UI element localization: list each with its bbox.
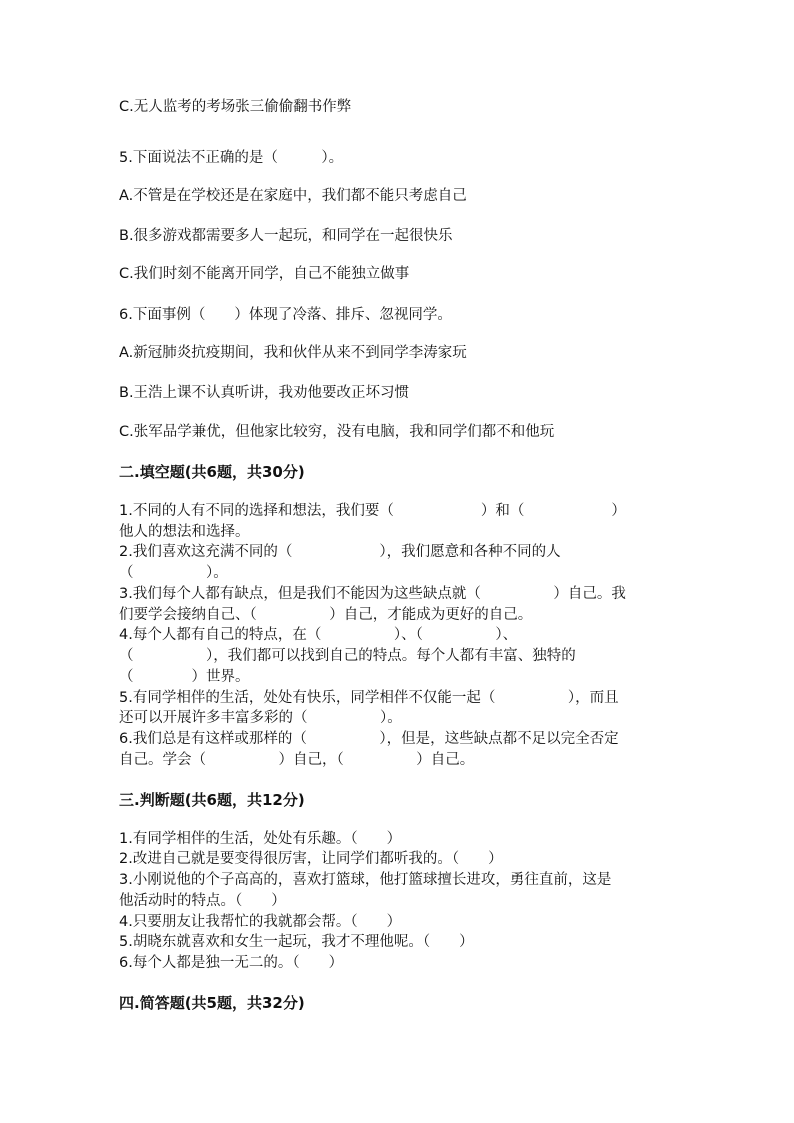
section-2-line: 他人的想法和选择。 bbox=[119, 524, 250, 540]
section-2-line: （ ）世界。 bbox=[119, 669, 250, 685]
q5-stem: 5.下面说法不正确的是（ ）。 bbox=[119, 150, 344, 166]
q5-option-c: C.我们时刻不能离开同学，自己不能独立做事 bbox=[119, 266, 410, 282]
section-2-line: （ ），我们都可以找到自己的特点。每个人都有丰富、独特的 bbox=[119, 648, 576, 664]
section-2-line: 自己。学会（ ）自己，（ ）自己。 bbox=[119, 752, 475, 768]
section-3-line: 他活动时的特点。（ ） bbox=[119, 893, 286, 909]
section-3-line: 1.有同学相伴的生活，处处有乐趣。（ ） bbox=[119, 831, 402, 847]
section-3-line: 3.小刚说他的个子高高的，喜欢打篮球，他打篮球擅长进攻，勇往直前，这是 bbox=[119, 872, 612, 888]
section-3-line: 6.每个人都是独一无二的。（ ） bbox=[119, 955, 344, 971]
section-2-line: 2.我们喜欢这充满不同的（ ），我们愿意和各种不同的人 bbox=[119, 544, 561, 560]
q6-option-b: B.王浩上课不认真听讲，我劝他要改正坏习惯 bbox=[119, 385, 410, 401]
section-3-heading: 三.判断题(共6题，共12分) bbox=[119, 791, 305, 809]
q6-stem: 6.下面事例（ ）体现了冷落、排斥、忽视同学。 bbox=[119, 307, 452, 323]
q5-option-b: B.很多游戏都需要多人一起玩，和同学在一起很快乐 bbox=[119, 228, 453, 244]
section-2-line: 5.有同学相伴的生活，处处有快乐，同学相伴不仅能一起（ ），而且 bbox=[119, 690, 619, 706]
q4-option-c: C.无人监考的考场张三偷偷翻书作弊 bbox=[119, 99, 352, 115]
section-3-line: 2.改进自己就是要变得很厉害，让同学们都听我的。（ ） bbox=[119, 851, 503, 867]
q6-option-c: C.张军品学兼优，但他家比较穷，没有电脑，我和同学们都不和他玩 bbox=[119, 424, 555, 440]
section-3-line: 4.只要朋友让我帮忙的我就都会帮。（ ） bbox=[119, 914, 402, 930]
section-2-line: （ ）。 bbox=[119, 565, 228, 581]
section-3-line: 5.胡晓东就喜欢和女生一起玩，我才不理他呢。（ ） bbox=[119, 934, 474, 950]
section-2-line: 还可以开展许多丰富多彩的（ ）。 bbox=[119, 710, 402, 726]
section-2-line: 3.我们每个人都有缺点，但是我们不能因为这些缺点就（ ）自己。我 bbox=[119, 586, 626, 602]
q6-option-a: A.新冠肺炎抗疫期间，我和伙伴从来不到同学李涛家玩 bbox=[119, 345, 467, 361]
section-4-heading: 四.简答题(共5题，共32分) bbox=[119, 994, 305, 1012]
q5-option-a: A.不管是在学校还是在家庭中，我们都不能只考虑自己 bbox=[119, 188, 467, 204]
section-2-heading: 二.填空题(共6题，共30分) bbox=[119, 463, 305, 481]
section-2-line: 们要学会接纳自己、（ ）自己，才能成为更好的自己。 bbox=[119, 607, 533, 623]
section-2-line: 4.每个人都有自己的特点，在（ ）、（ ）、 bbox=[119, 627, 518, 643]
section-2-line: 1.不同的人有不同的选择和想法，我们要（ ）和（ ） bbox=[119, 503, 626, 519]
section-2-line: 6.我们总是有这样或那样的（ ），但是，这些缺点都不足以完全否定 bbox=[119, 731, 619, 747]
